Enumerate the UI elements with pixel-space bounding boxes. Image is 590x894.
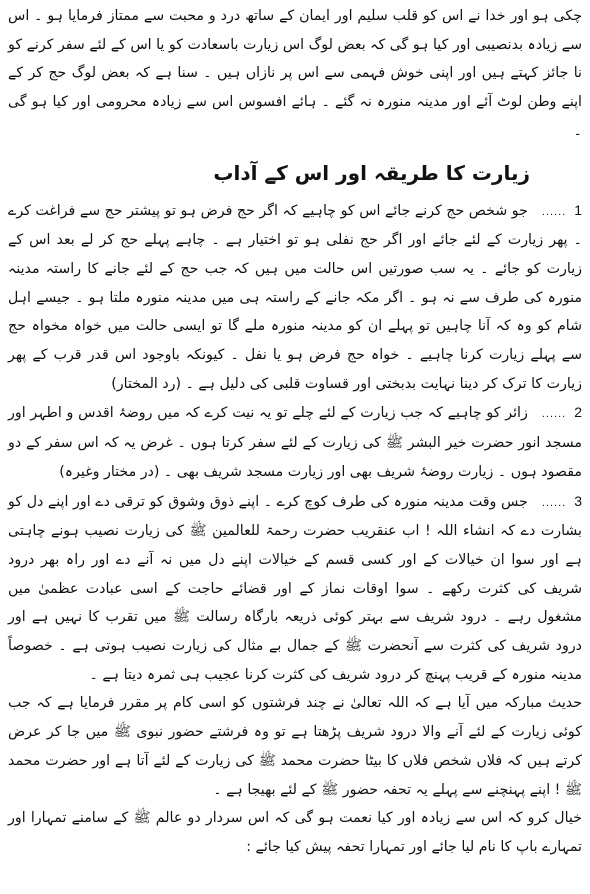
item-dots: ...... <box>541 496 567 509</box>
numbered-item-3 <box>8 487 582 690</box>
hadith-paragraph: حدیث مبارکہ میں آیا ہے کہ اللہ تعالیٰ نے چند فرشتوں کو اسی کام پر مقرر فرمایا ہے کہ جب کوئی زیارت کے لئے آنے والا درود شریف پڑھتا ہے تو وہ فرشتے حضور نبوی ﷺ میں جا کر عرض کرتے ہیں کہ فلاں شخص فلاں کا بیٹا حضرت محمد ﷺ کی زیارت کے لئے آتا ہے اور حضرت محمد ﷺ ! اپنے پہنچنے سے پہلے یہ تحفہ حضور ﷺ کے لئے بھیجا ہے ۔ <box>8 695 582 798</box>
item-number: 1 <box>574 201 582 218</box>
item-dots: ...... <box>541 205 567 218</box>
item-number: 2 <box>574 404 582 421</box>
document-page <box>8 2 582 890</box>
numbered-item-2 <box>8 398 582 486</box>
item-number: 3 <box>574 492 582 509</box>
item-dots: ...... <box>541 408 567 421</box>
closing-paragraph: خیال کرو کہ اس سے زیادہ اور کیا نعمت ہو گی کہ اس سردار دو عالم ﷺ کے سامنے تمہارا اور تمہارے باپ کا نام لیا جائے اور تمہارا تحفہ پیش کیا جائے : <box>8 810 582 855</box>
item-text: زائر کو چاہیے کہ جب زیارت کے لئے چلے تو یہ نیت کرے کہ میں روضۂ اقدس و اطہر اور مسجد انور حضرت خیر البشر ﷺ کی زیارت کے لئے سفر کرتا ہوں ۔ غرض یہ کہ اس سفر کے دو مقصود ہوں ۔ زیارت روضۂ شریف بھی اور زیارت مسجد شریف بھی ۔ (در مختار وغیرہ) <box>8 405 582 480</box>
item-text: جو شخص حج کرنے جائے اس کو چاہیے کہ اگر حج فرض ہو تو پیشتر حج سے فراغت کرے ۔ پھر زیارت کے لئے جائے اور اگر حج نفلی ہو تو اختیار ہے ۔ چاہے پہلے حج کر لے بعد اس کے زیارت کو جائے ۔ یہ سب صورتیں اس حالت میں ہیں کہ جب حج کے لئے جانے کا راستہ مدینہ منورہ کی طرف سے نہ ہو ۔ اگر مکہ جانے کے راستہ ہی میں مدینہ منورہ ملتا ہو ۔ جیسے اہل شام کو وہ کہ آنا چاہیں تو پہلے ان کو مدینہ منورہ ملے گا تو ایسی حالت میں خواہ مخواہ حج سے پہلے زیارت کرنا چاہیے ۔ خواہ حج فرض ہو یا نفل ۔ کیونکہ باوجود اس قدر قرب کے پھر زیارت کا ترک کر دینا نہایت بدبختی اور قساوت قلبی کی دلیل ہے ۔ (رد المختار) <box>8 202 582 392</box>
numbered-item-1 <box>8 196 582 399</box>
intro-paragraph: چکی ہو اور خدا نے اس کو قلب سلیم اور ایمان کے ساتھ درد و محبت سے ممتاز فرمایا ہو ۔ اس سے زیادہ بدنصیبی اور کیا ہو گی کہ بعض لوگ اس زیارت باسعادت کو یا اس کے لئے سفر کرنے کو نا جائز کہتے ہیں اور اپنی خوش فہمی سے اس پر نازاں ہیں ۔ سنا ہے کہ بعض لوگ حج کر کے اپنے وطن لوٹ آئے اور مدینہ منورہ نہ گئے ۔ ہائے افسوس اس سے زیادہ محرومی اور کیا ہو گی ۔ <box>7 8 582 139</box>
item-text: جس وقت مدینہ منورہ کی طرف کوچ کرے ۔ اپنے ذوق وشوق کو ترقی دے اور اپنے دل کو بشارت دے کہ انشاء اللہ ! اب عنقریب حضرت رحمۃ للعالمین ﷺ کی زیارت نصیب ہونے چاہتی ہے اور سوا ان خیالات کے اور کسی قسم کے خیالات اپنے دل میں نہ آنے دے اور راہ بھر درود شریف کی کثرت رکھے ۔ سوا اوقات نماز کے اور قضائے حاجت کے اسی عبادت عظمیٰ میں مشغول رہے ۔ درود شریف سے بہتر کوئی ذریعہ بارگاہ رسالت ﷺ میں تقرب کا نہیں ہے اور درود شریف کی کثرت سے آنحضرت ﷺ کے جمال بے مثال کی زیارت نصیب ہوتی ہے ۔ خصوصاً مدینہ منورہ کے قریب پہنچ کر درود شریف کی کثرت کرنا عجیب ہی ثمرہ دیتا ہے ۔ <box>8 493 582 683</box>
section-heading: زیارت کا طریقہ اور اس کے آداب <box>213 160 530 185</box>
